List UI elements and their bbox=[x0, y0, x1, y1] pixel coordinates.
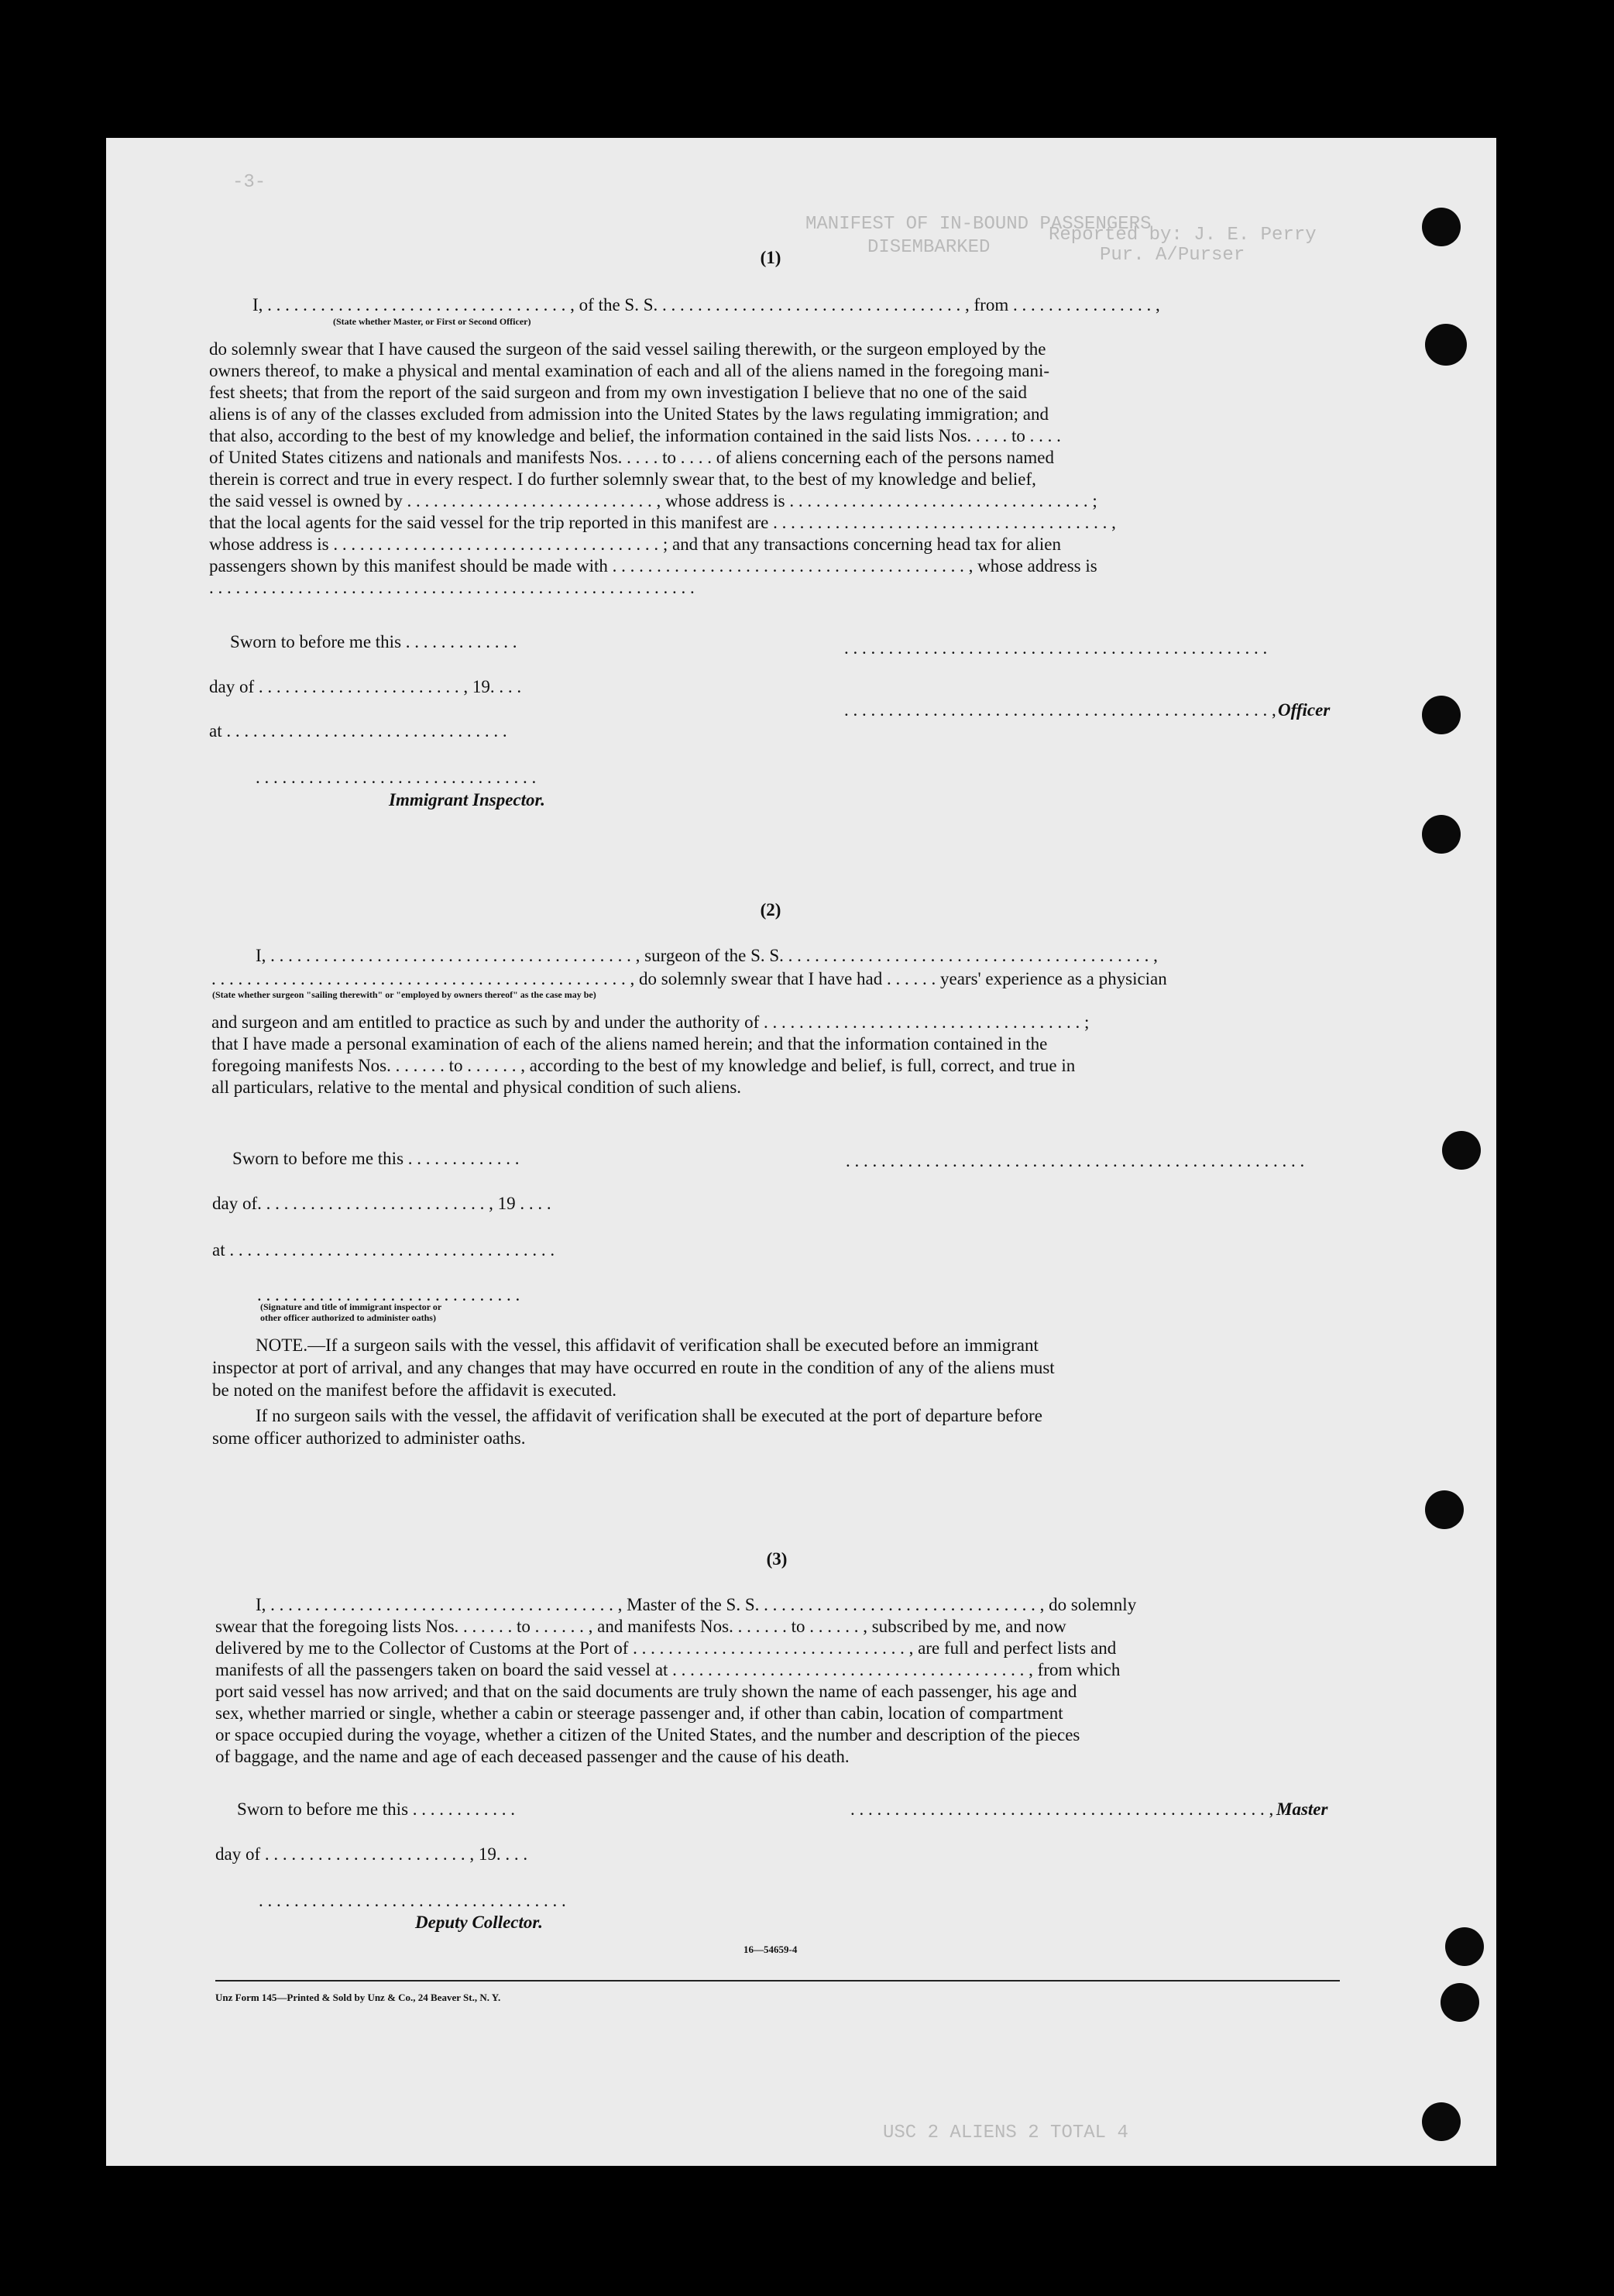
section-3-collector-title: Deputy Collector. bbox=[415, 1913, 543, 1932]
note-line: be noted on the manifest before the affidavit is executed. bbox=[212, 1380, 616, 1400]
section-3-sworn: Sworn to before me this . . . . . . . . . . . . bbox=[237, 1799, 516, 1819]
binder-hole bbox=[1422, 208, 1461, 246]
bleed-through-left: -3- bbox=[232, 172, 266, 193]
section-2-number: (2) bbox=[760, 900, 781, 919]
section-2-signature-note-1: (Signature and title of immigrant inspector or bbox=[260, 1301, 442, 1312]
body-line: aliens is of any of the classes excluded from admission into the United States by the laws regulating immigration; and bbox=[209, 404, 1049, 424]
section-2-right-dots: . . . . . . . . . . . . . . . . . . . . . . . . . . . . . . . . . . . . . . . . . . . . . . . . . . . . bbox=[846, 1151, 1305, 1170]
binder-hole bbox=[1422, 2102, 1461, 2141]
form-code: 16—54659-4 bbox=[743, 1944, 798, 1955]
section-2-state-note: (State whether surgeon "sailing therewith" or "employed by owners thereof" as the case may be) bbox=[212, 989, 596, 1000]
body-line: therein is correct and true in every respect. I do further solemnly swear that, to the best of my knowledge and belief, bbox=[209, 469, 1036, 489]
printer-imprint: Unz Form 145—Printed & Sold by Unz & Co., 24 Beaver St., N. Y. bbox=[215, 1992, 501, 2003]
body-line: I, . . . . . . . . . . . . . . . . . . . . . . . . . . . . . . . . . . . . . . . , Master of the S. S. . . . . . . . . . . . . . . . . . . . . . . . . . . . . . . . , do solemnly bbox=[256, 1595, 1137, 1614]
section-1-right-dots: . . . . . . . . . . . . . . . . . . . . . . . . . . . . . . . . . . . . . . . . . . . . . . . . bbox=[844, 638, 1268, 658]
body-line: swear that the foregoing lists Nos. . . . . . . to . . . . . . , and manifests Nos. . . . . . . to . . . . . . , subscribed by me, and now bbox=[215, 1617, 1066, 1636]
body-line: owners thereof, to make a physical and mental examination of each and all of the aliens named in the foregoing mani- bbox=[209, 361, 1050, 380]
body-line: fest sheets; that from the report of the said surgeon and from my own investigation I believe that no one of the said bbox=[209, 383, 1028, 402]
section-1-first-line: I, . . . . . . . . . . . . . . . . . . . . . . . . . . . . . . . . . . , of the S. S. . . . . . . . . . . . . . . . . . . . . . . . . . . . . . . . . . . , from . . . . . . . . . . . . . . . . , bbox=[252, 295, 1160, 314]
body-line: and surgeon and am entitled to practice as such by and under the authority of . . . . . . . . . . . . . . . . . . . . . . . . . . . . . . . . . . . . ; bbox=[211, 1012, 1090, 1032]
section-3-master-label: Master bbox=[1276, 1799, 1328, 1819]
body-line: sex, whether married or single, whether a cabin or steerage passenger and, if other than cabin, location of compartment bbox=[215, 1703, 1063, 1723]
section-1-officer-dots: . . . . . . . . . . . . . . . . . . . . . . . . . . . . . . . . . . . . . . . . . . . . . . . . , bbox=[844, 700, 1276, 720]
body-line: port said vessel has now arrived; and that on the said documents are truly shown the name of each passenger, his age and bbox=[215, 1682, 1077, 1701]
body-line: foregoing manifests Nos. . . . . . . to . . . . . . , according to the best of my knowledge and belief, is full, correct, and true in bbox=[211, 1056, 1076, 1075]
section-3-day: day of . . . . . . . . . . . . . . . . . . . . . . . , 19. . . . bbox=[215, 1844, 528, 1864]
body-line: or space occupied during the voyage, whether a citizen of the United States, and the number and description of the pieces bbox=[215, 1725, 1080, 1744]
section-1-number: (1) bbox=[760, 248, 781, 267]
section-1-at: at . . . . . . . . . . . . . . . . . . . . . . . . . . . . . . . . bbox=[209, 721, 507, 741]
section-2-at: at . . . . . . . . . . . . . . . . . . . . . . . . . . . . . . . . . . . . . bbox=[212, 1240, 555, 1260]
section-2-body bbox=[211, 1012, 1334, 1098]
note-line: NOTE.—If a surgeon sails with the vessel, this affidavit of verification shall be executed before an immigrant bbox=[256, 1335, 1039, 1355]
bleed-through-footer: USC 2 ALIENS 2 TOTAL 4 bbox=[883, 2122, 1128, 2143]
bleed-through-center-2: DISEMBARKED bbox=[867, 237, 991, 258]
section-1-day: day of . . . . . . . . . . . . . . . . . . . . . . . , 19. . . . bbox=[209, 677, 522, 696]
body-line: whose address is . . . . . . . . . . . . . . . . . . . . . . . . . . . . . . . . . . . . . ; and that any transactions concerning head tax for alien bbox=[209, 534, 1061, 554]
section-1-state-note: (State whether Master, or First or Second Officer) bbox=[333, 316, 531, 327]
note-line: inspector at port of arrival, and any changes that may have occurred en route in the condition of any of the aliens must bbox=[212, 1358, 1055, 1377]
body-line: all particulars, relative to the mental and physical condition of such aliens. bbox=[211, 1078, 742, 1097]
section-1-inspector-title: Immigrant Inspector. bbox=[389, 790, 545, 809]
section-2-day: day of. . . . . . . . . . . . . . . . . . . . . . . . . . , 19 . . . . bbox=[212, 1194, 551, 1213]
body-line: delivered by me to the Collector of Customs at the Port of . . . . . . . . . . . . . . . . . . . . . . . . . . . . . . . , are full and perfect lists and bbox=[215, 1638, 1117, 1658]
section-1-body bbox=[209, 339, 1332, 599]
section-2-signature-note-2: other officer authorized to administer oaths) bbox=[260, 1312, 436, 1323]
body-line: that also, according to the best of my knowledge and belief, the information contained in the said lists Nos. . . . . to . . . . bbox=[209, 426, 1061, 445]
body-line: of baggage, and the name and age of each deceased passenger and the cause of his death. bbox=[215, 1747, 850, 1766]
section-1-officer-label: Officer bbox=[1278, 700, 1331, 720]
bleed-through-center: MANIFEST OF IN-BOUND PASSENGERS bbox=[805, 214, 1152, 235]
section-3-master-dots: . . . . . . . . . . . . . . . . . . . . . . . . . . . . . . . . . . . . . . . . . . . . . . . , bbox=[850, 1799, 1274, 1819]
binder-hole bbox=[1425, 324, 1467, 366]
section-2-signature-line: . . . . . . . . . . . . . . . . . . . . . . . . . . . . . . bbox=[257, 1285, 520, 1304]
bleed-through-right: Reported by: J. E. Perry bbox=[1049, 225, 1317, 246]
section-1-sworn: Sworn to before me this . . . . . . . . . . . . . bbox=[230, 632, 517, 651]
body-line: of United States citizens and nationals and manifests Nos. . . . . to . . . . of aliens concerning each of the persons named bbox=[209, 448, 1054, 467]
section-2-sworn: Sworn to before me this . . . . . . . . . . . . . bbox=[232, 1149, 520, 1168]
section-2-line-2: . . . . . . . . . . . . . . . . . . . . . . . . . . . . . . . . . . . . . . . . . . . . . . . , do solemnly swear that I have had . . . . . . years' experience as a physician bbox=[211, 969, 1167, 988]
section-3-body bbox=[215, 1594, 1338, 1768]
binder-hole bbox=[1425, 1490, 1464, 1529]
body-line: passengers shown by this manifest should be made with . . . . . . . . . . . . . . . . . . . . . . . . . . . . . . . . . . . . . . . . , whose address is bbox=[209, 556, 1097, 576]
body-line: the said vessel is owned by . . . . . . . . . . . . . . . . . . . . . . . . . . . . , whose address is . . . . . . . . . . . . . . . . . . . . . . . . . . . . . . . . . . ; bbox=[209, 491, 1097, 510]
body-line: manifests of all the passengers taken on board the said vessel at . . . . . . . . . . . . . . . . . . . . . . . . . . . . . . . . . . . . . . . . , from which bbox=[215, 1660, 1121, 1679]
note-line: If no surgeon sails with the vessel, the affidavit of verification shall be executed at the port of departure before bbox=[256, 1406, 1042, 1425]
bleed-through-right-2: Pur. A/Purser bbox=[1100, 245, 1245, 266]
footer-rule bbox=[215, 1980, 1340, 1982]
binder-hole bbox=[1445, 1927, 1484, 1966]
body-line: that I have made a personal examination of each of the aliens named herein; and that the information contained in the bbox=[211, 1034, 1048, 1053]
body-line: that the local agents for the said vessel for the trip reported in this manifest are . . . . . . . . . . . . . . . . . . . . . . . . . . . . . . . . . . . . . . , bbox=[209, 513, 1116, 532]
section-3-number: (3) bbox=[766, 1549, 788, 1569]
binder-hole bbox=[1441, 1983, 1479, 2022]
note-line: some officer authorized to administer oaths. bbox=[212, 1428, 526, 1448]
body-line: . . . . . . . . . . . . . . . . . . . . . . . . . . . . . . . . . . . . . . . . . . . . . . . . . . . . . . . bbox=[209, 578, 695, 597]
section-1-signature-line: . . . . . . . . . . . . . . . . . . . . . . . . . . . . . . . . bbox=[256, 768, 537, 787]
body-line: do solemnly swear that I have caused the surgeon of the said vessel sailing therewith, or the surgeon employed by the bbox=[209, 339, 1046, 359]
binder-hole bbox=[1442, 1131, 1481, 1170]
binder-hole bbox=[1422, 815, 1461, 854]
section-3-signature-line: . . . . . . . . . . . . . . . . . . . . . . . . . . . . . . . . . . . bbox=[259, 1891, 566, 1910]
binder-hole bbox=[1422, 696, 1461, 734]
section-2-line-1: I, . . . . . . . . . . . . . . . . . . . . . . . . . . . . . . . . . . . . . . . . . , surgeon of the S. S. . . . . . . . . . . . . . . . . . . . . . . . . . . . . . . . . . . . . . . . . . , bbox=[256, 946, 1158, 965]
